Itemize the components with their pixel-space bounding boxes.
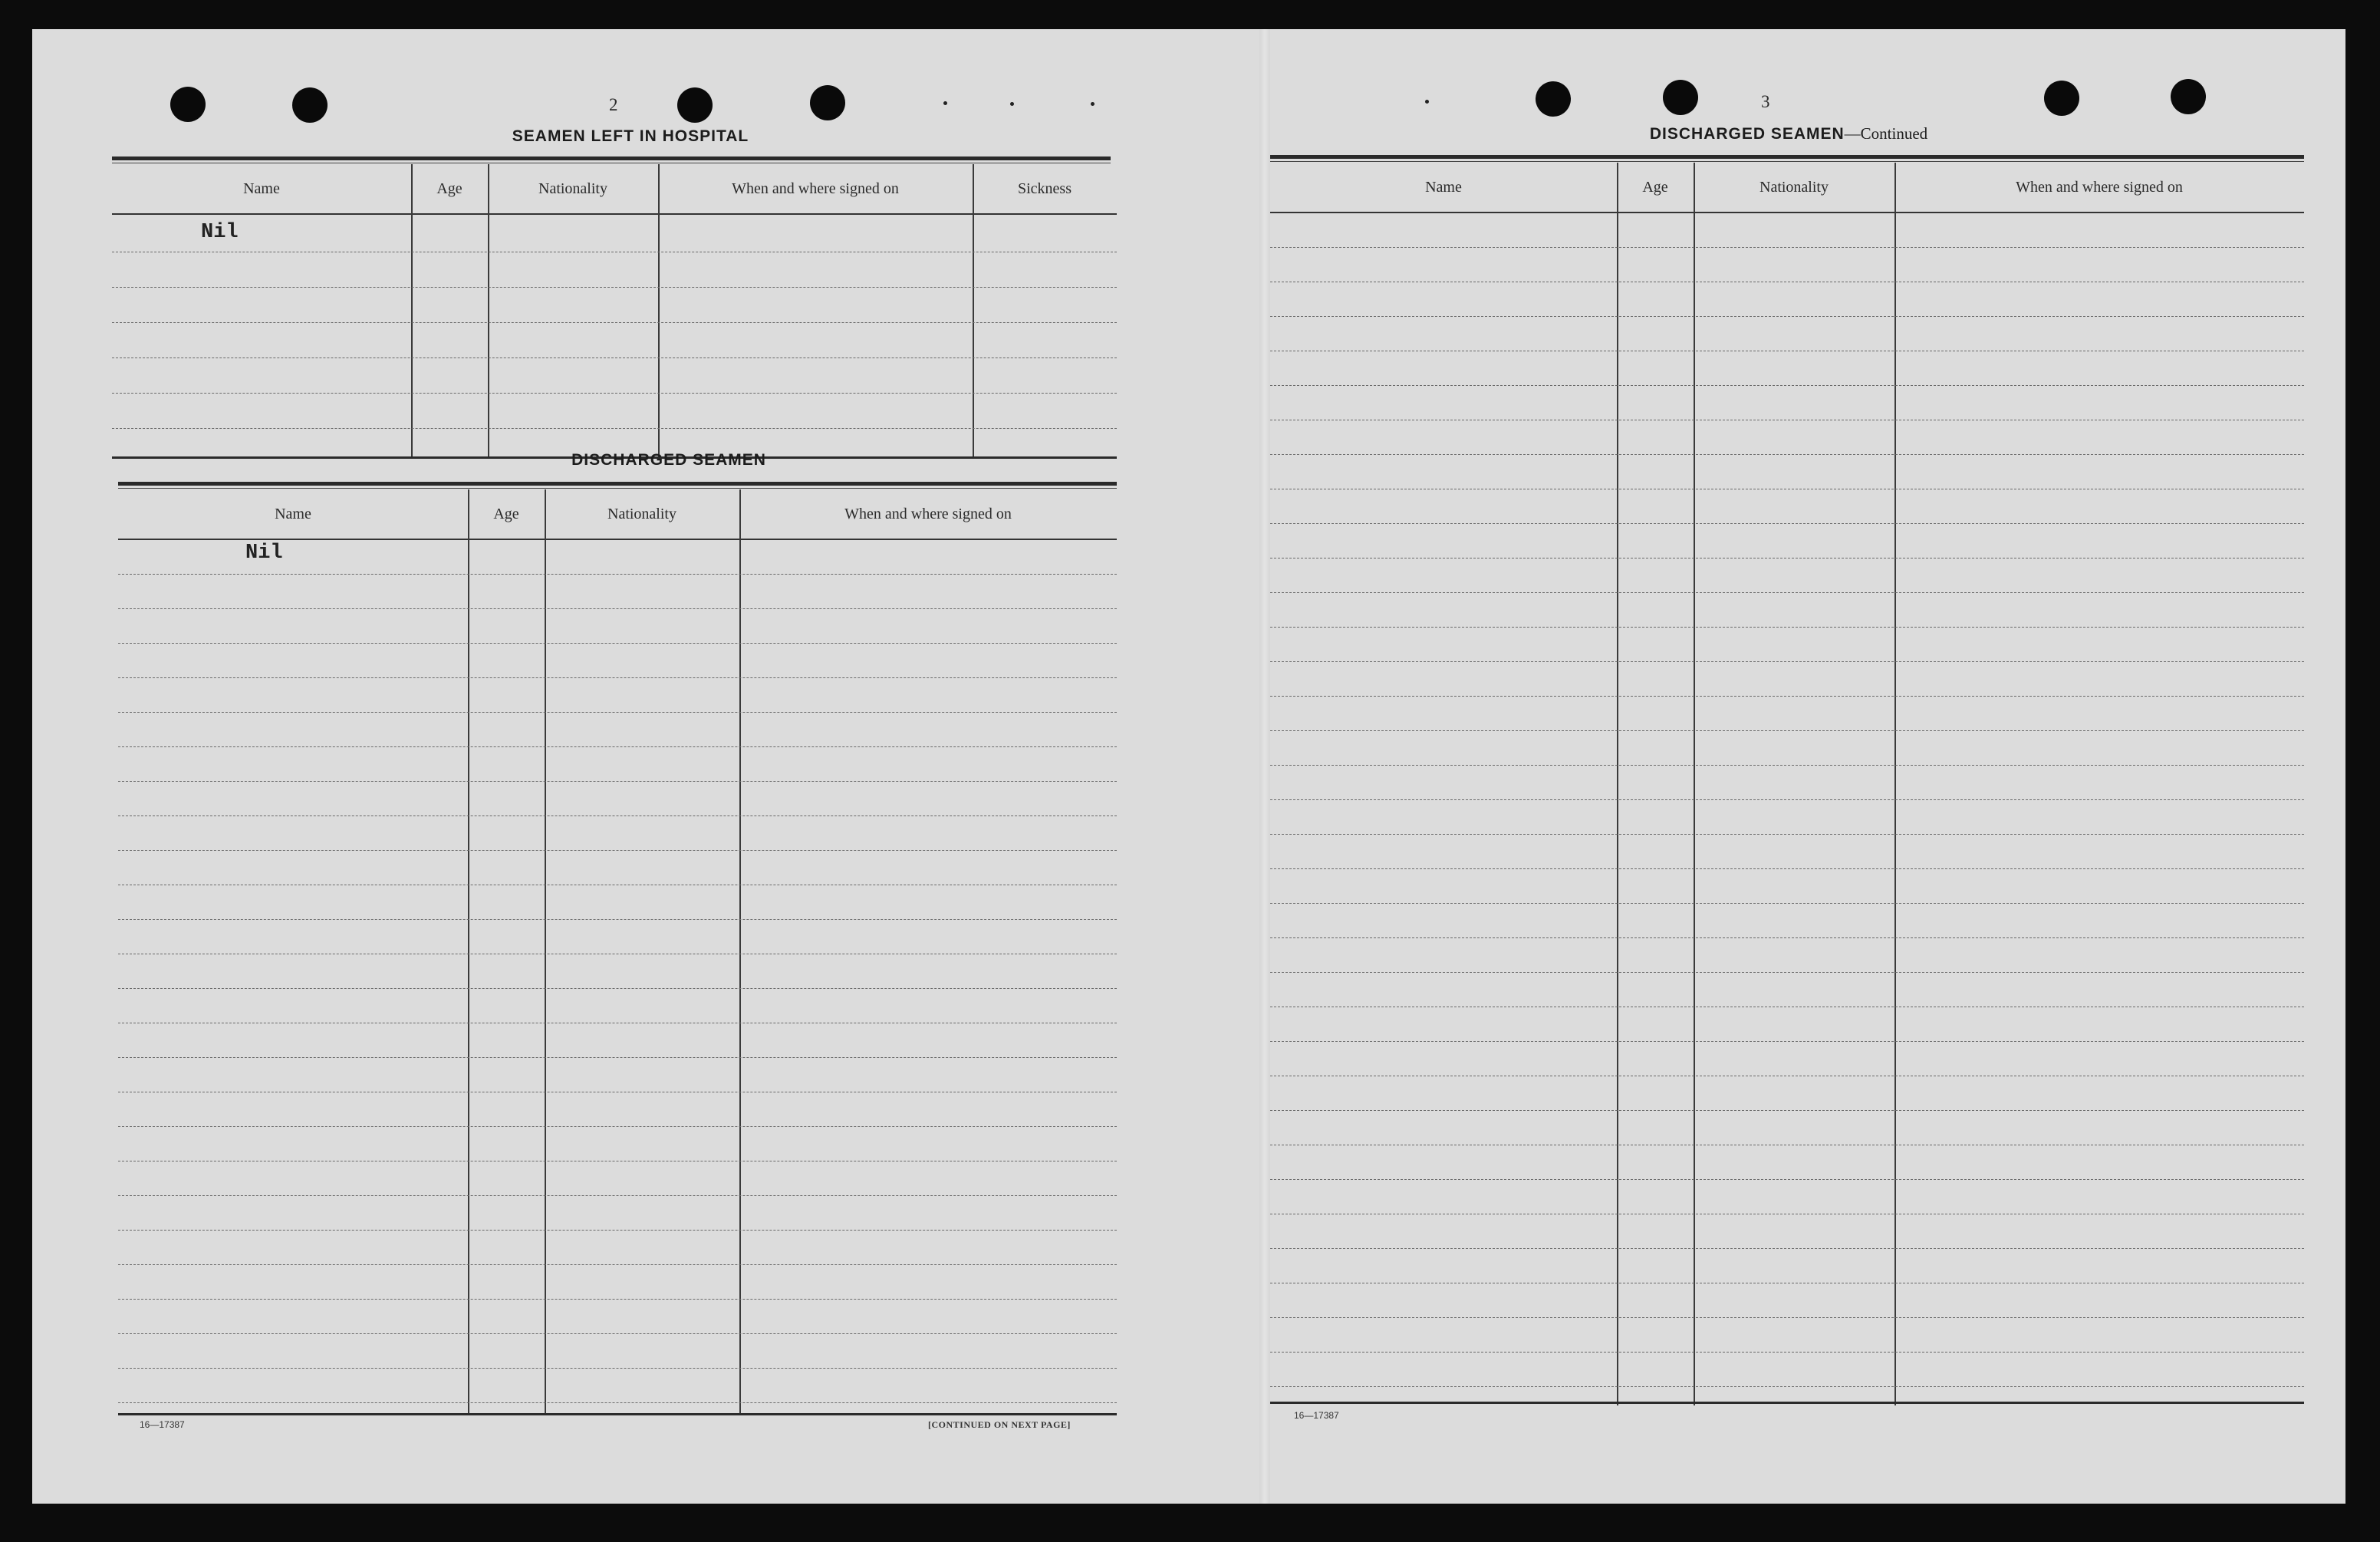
discharged-continued-top-rule	[1270, 155, 2304, 162]
table-bottom-rule	[1270, 1402, 2304, 1404]
row-line	[112, 428, 1117, 429]
row-line	[1270, 903, 2304, 904]
punch-hole	[292, 87, 328, 123]
row-line	[118, 1126, 1117, 1127]
speck	[1425, 100, 1429, 104]
row-line	[1270, 1110, 2304, 1111]
col-divider	[545, 489, 546, 1415]
row-line	[1270, 730, 2304, 731]
row-line	[1270, 661, 2304, 662]
punch-hole	[2044, 81, 2079, 116]
punch-hole	[1536, 81, 1571, 117]
col-header-nationality: Nationality	[538, 180, 607, 197]
hospital-top-rule	[112, 157, 1111, 163]
row-line	[1270, 972, 2304, 973]
row-line	[1270, 1317, 2304, 1318]
discharged-section-title: DISCHARGED SEAMEN	[571, 451, 766, 469]
continued-note: [CONTINUED ON NEXT PAGE]	[928, 1419, 1071, 1430]
row-line	[1270, 696, 2304, 697]
row-line	[1270, 1386, 2304, 1387]
col-header-age: Age	[493, 505, 519, 522]
row-line	[1270, 937, 2304, 938]
row-line	[112, 322, 1117, 323]
col-header-nationality: Nationality	[607, 505, 676, 522]
row-line	[1270, 799, 2304, 800]
row-line	[1270, 454, 2304, 455]
row-line	[118, 988, 1117, 989]
page-number-left: 2	[609, 95, 618, 114]
page-gutter	[1259, 29, 1270, 1504]
discharged-table-right	[1270, 163, 2304, 1405]
discharged-continued-header	[1270, 163, 2304, 213]
title-suffix: —Continued	[1844, 124, 1928, 143]
page-number-right: 3	[1761, 92, 1770, 111]
row-line	[1270, 247, 2304, 248]
row-line	[118, 850, 1117, 851]
col-header-age: Age	[1642, 178, 1668, 196]
row-line	[118, 643, 1117, 644]
row-line	[1270, 834, 2304, 835]
form-code-left: 16—17387	[140, 1419, 185, 1430]
row-line	[118, 746, 1117, 747]
row-line	[118, 1402, 1117, 1403]
col-header-name: Name	[243, 180, 280, 197]
punch-hole	[1663, 80, 1698, 115]
title-main: DISCHARGED SEAMEN	[1649, 125, 1845, 143]
hospital-entry-nil: Nil	[201, 221, 239, 244]
row-line	[112, 393, 1117, 394]
row-line	[1270, 1352, 2304, 1353]
col-divider	[1617, 163, 1618, 1405]
hospital-table-header	[112, 164, 1117, 215]
row-line	[1270, 592, 2304, 593]
col-divider	[468, 489, 469, 1415]
col-header-age: Age	[436, 180, 463, 197]
row-line	[118, 919, 1117, 920]
row-line	[118, 1368, 1117, 1369]
row-line	[1270, 627, 2304, 628]
row-line	[118, 574, 1117, 575]
form-code-right: 16—17387	[1294, 1410, 1339, 1421]
row-line	[118, 1230, 1117, 1231]
row-line	[118, 1264, 1117, 1265]
row-line	[118, 608, 1117, 609]
row-line	[1270, 523, 2304, 524]
discharged-top-rule	[118, 482, 1117, 489]
speck	[1091, 102, 1095, 106]
discharged-entry-nil: Nil	[245, 542, 283, 565]
row-line	[1270, 1248, 2304, 1249]
col-header-signed-on: When and where signed on	[732, 180, 899, 197]
hospital-table	[112, 164, 1117, 459]
col-header-name: Name	[1425, 178, 1462, 196]
row-line	[118, 712, 1117, 713]
discharged-continued-title	[1520, 124, 2057, 143]
hospital-section-title: SEAMEN LEFT IN HOSPITAL	[512, 127, 749, 145]
row-line	[118, 1057, 1117, 1058]
col-divider	[1894, 163, 1896, 1405]
row-line	[112, 357, 1117, 358]
col-header-name: Name	[275, 505, 311, 522]
speck	[943, 101, 947, 105]
col-divider	[973, 164, 974, 459]
col-divider	[1694, 163, 1695, 1405]
punch-hole	[677, 87, 713, 123]
col-header-signed-on: When and where signed on	[2016, 178, 2183, 196]
punch-hole	[810, 85, 845, 120]
punch-hole	[2171, 79, 2206, 114]
col-header-signed-on: When and where signed on	[844, 505, 1012, 522]
row-line	[1270, 868, 2304, 869]
discharged-table-header	[118, 489, 1117, 540]
row-line	[1270, 765, 2304, 766]
row-line	[1270, 316, 2304, 317]
col-divider	[739, 489, 741, 1415]
col-header-sickness: Sickness	[1018, 180, 1071, 197]
punch-hole	[170, 87, 206, 122]
col-divider	[488, 164, 489, 459]
col-header-nationality: Nationality	[1759, 178, 1829, 196]
row-line	[118, 1299, 1117, 1300]
discharged-table-left	[118, 489, 1117, 1415]
row-line	[118, 781, 1117, 782]
table-bottom-rule	[118, 1413, 1117, 1415]
row-line	[1270, 1041, 2304, 1042]
row-line	[118, 815, 1117, 816]
row-line	[1270, 385, 2304, 386]
col-divider	[411, 164, 413, 459]
row-line	[112, 287, 1117, 288]
row-line	[118, 1333, 1117, 1334]
row-line	[118, 1195, 1117, 1196]
speck	[1010, 102, 1014, 106]
scanned-document	[32, 29, 2345, 1504]
col-divider	[658, 164, 660, 459]
row-line	[1270, 1179, 2304, 1180]
row-line	[118, 677, 1117, 678]
